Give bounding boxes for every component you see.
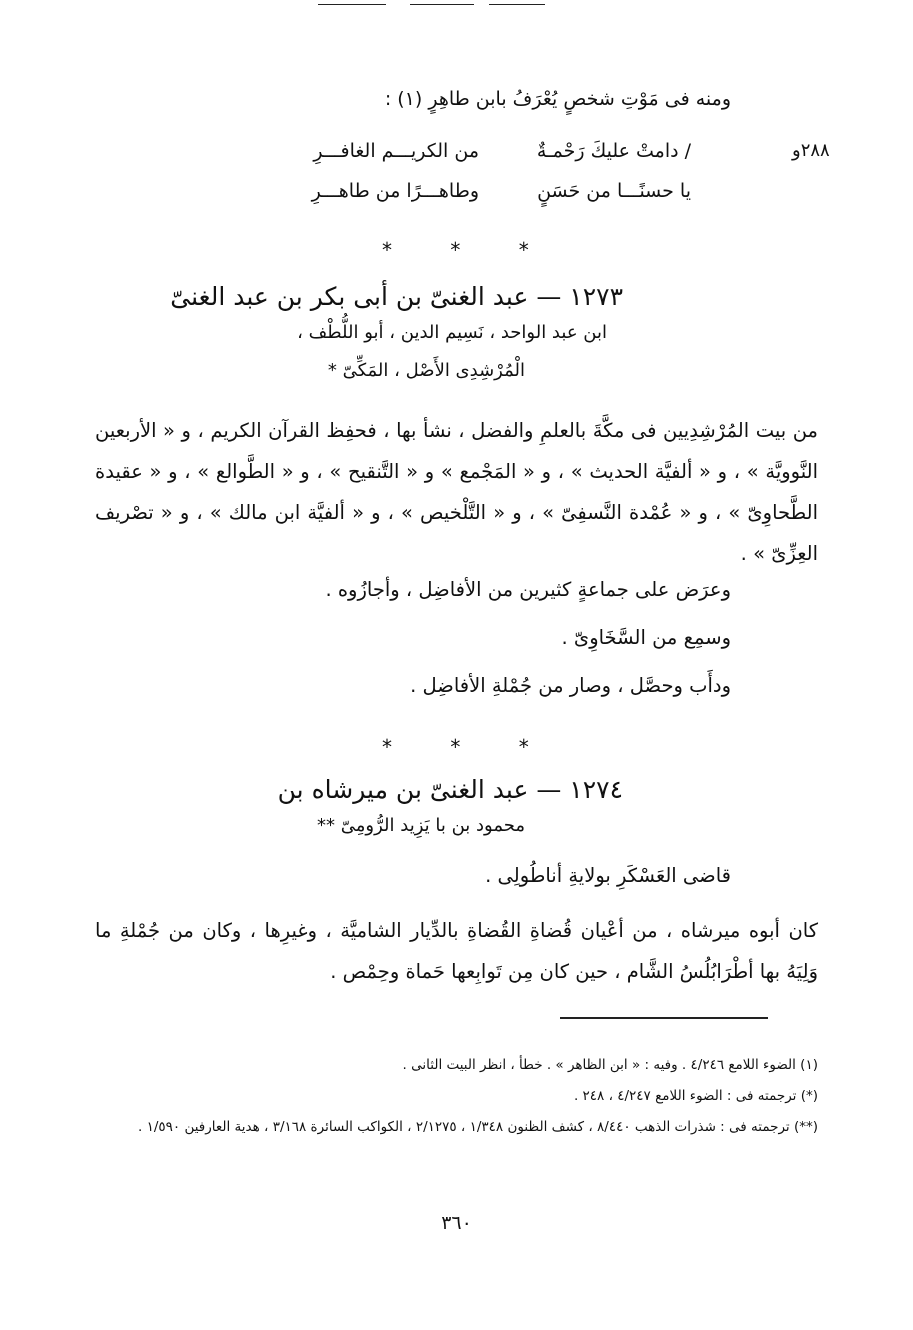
verse-line2-right: يا حسنًـــا من حَسَنٍ xyxy=(537,180,691,202)
entry-1273-title: ١٢٧٣ — عبد الغنىّ بن أبى بكر بن عبد الغنىّ xyxy=(170,282,623,311)
footnote-rule xyxy=(560,1017,768,1019)
separator-stars: * * * xyxy=(382,735,555,759)
entry-1273-lineage: ابن عبد الواحد ، نَسِيم الدين ، أبو اللُّطْف ، xyxy=(297,322,607,343)
page-number: ٣٦٠ xyxy=(441,1212,472,1234)
entry-1273-para2: وعرَض على جماعةٍ كثيرين من الأفاضِل ، وأجازُوه . xyxy=(325,578,731,601)
verse-line2-left: وطاهـــرًا من طاهـــرِ xyxy=(311,180,479,202)
top-rule xyxy=(489,4,545,5)
entry-1273-paragraph: من بيت المُرْشِدِيين فى مكَّةَ بالعلمِ والفضل ، نشأ بها ، فحفِظ القرآن الكريم ، و « الأربعين النَّوويَّة » ، و « ألفيَّة الحديث » ، و « المَجْمع » و « التَّنقيح » ، و « الطَّوالع » ، و « عقيدة الطَّحاوِىّ » ، و « عُمْدة النَّسفِىّ » ، و « التَّلْخيص » ، و « ألفيَّة ابن مالك » ، و « تصْريف العِزِّىّ » . xyxy=(95,419,818,565)
separator-stars: * * * xyxy=(382,238,555,262)
entry-1273-origin: الْمُرْشِدِى الأَصْل ، المَكِّىّ * xyxy=(327,360,525,381)
footnote-1: (١) الضوء اللامع ٤/٢٤٦ . وفيه : « ابن الظاهر » . خطأ ، انظر البيت الثانى . xyxy=(402,1057,818,1073)
footnote-double-star: (**) ترجمته فى : شذرات الذهب ٨/٤٤٠ ، كشف الظنون ١/٣٤٨ ، ٢/١٢٧٥ ، الكواكب السائرة ٣/١٦٨ ، هدية العارفين ١/٥٩٠ . xyxy=(138,1119,818,1135)
verse-line1-right: / دامتْ عليكَ رَحْمـةٌ xyxy=(536,140,691,162)
margin-folio: ٢٨٨و xyxy=(792,140,830,161)
entry-1274-para2: كان أبوه ميرشاه ، من أعْيان قُضاةِ القُضاةِ بالدِّيار الشاميَّة ، وغيرِها ، وكان من جُمْلةِ ما وَلِيَهُ بها أطْرَابُلُسُ الشَّام ، حين كان مِن تَوابِعها حَماة وحِمْص . xyxy=(95,919,818,983)
top-rule xyxy=(318,4,386,5)
entry-1274-para1: قاضى العَسْكَرِ بولايةِ أناطُولِى . xyxy=(485,864,731,887)
intro-line: ومنه فى مَوْتِ شخصٍ يُعْرَفُ بابن طاهِرٍ (١) : xyxy=(384,88,731,110)
entry-1273-para4: ودأَب وحصَّل ، وصار من جُمْلةِ الأفاضِل . xyxy=(410,674,731,697)
entry-1274-lineage: محمود بن با يَزِيد الرُّومِىّ ** xyxy=(317,815,525,836)
entry-1273-para3: وسمِع من السَّخَاوِىّ . xyxy=(561,626,731,649)
entry-1274-title: ١٢٧٤ — عبد الغنىّ بن ميرشاه بن xyxy=(277,775,623,804)
top-rule xyxy=(410,4,474,5)
footnote-star: (*) ترجمته فى : الضوء اللامع ٤/٢٤٧ ، ٢٤٨ . xyxy=(573,1088,818,1104)
verse-line1-left: من الكريـــم الغافـــرِ xyxy=(313,140,479,162)
